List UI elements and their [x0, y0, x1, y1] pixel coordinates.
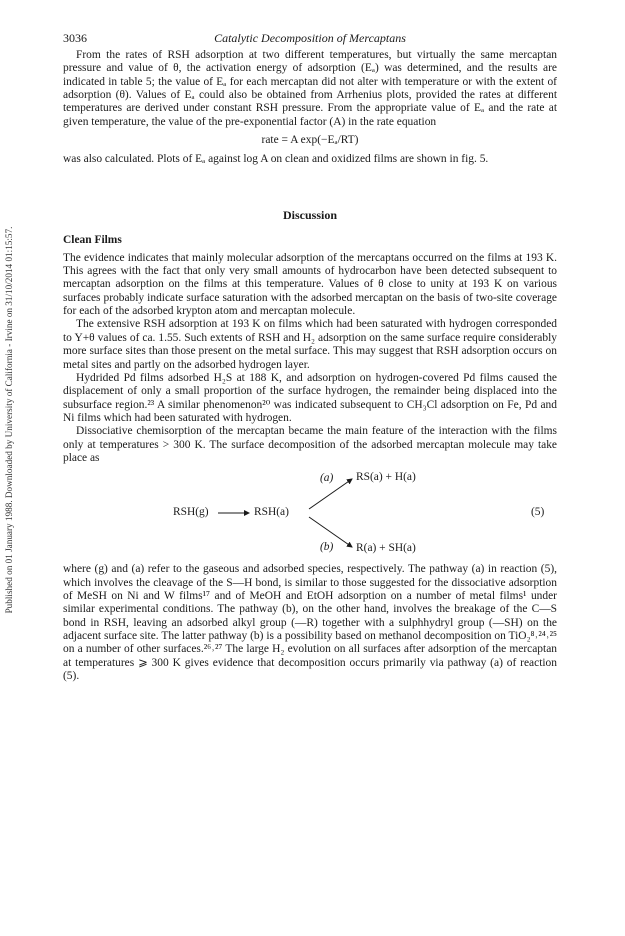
pathway-a-product: RS(a) + H(a) [356, 471, 416, 484]
intro-paragraph-2: was also calculated. Plots of Eₐ against log A on clean and oxidized films are shown in fig. 5. [63, 153, 489, 166]
download-watermark-text: Published on 01 January 1988. Downloaded by University of California - Irvine on 31/10/2014 01:15:57. [4, 226, 14, 614]
page-number: 3036 [63, 31, 87, 45]
equation-number: (5) [531, 506, 545, 519]
section-heading: Discussion [282, 207, 338, 222]
page-content [63, 31, 557, 683]
adsorbed-reactant: RSH(a) [254, 506, 289, 519]
subsection-heading: Clean Films [63, 233, 122, 246]
download-watermark [2, 100, 16, 740]
pathway-b-product: R(a) + SH(a) [356, 542, 416, 555]
running-header [63, 31, 557, 47]
reaction-scheme [63, 469, 557, 557]
discussion-paragraph-4: Dissociative chemisorption of the mercaptan became the main feature of the interaction with the films only at temperatures > 300 K. The surface decomposition of the adsorbed mercaptan molecule may take place as [63, 425, 557, 464]
discussion-paragraph-5: where (g) and (a) refer to the gaseous and adsorbed species, respectively. The pathway (a) in reaction (5), which involves the cleavage of the S—H bond, is similar to those suggested for the dissociative adsorption of MeSH on Ni and W films¹⁷ and of MeOH and EtOH adsorption on a number of metal films¹ under similar experimental conditions. The pathway (b), on the other hand, involves the breakage of the C—S bond in RSH, leaving an adsorbed alkyl group (—R) together with a sulphhydryl group (—SH) on the adjacent surface site. The latter pathway (b) is a possibility based on methanol decomposition on TiO₂⁸˒²⁴˒²⁵ on a number of other surfaces.²⁶˒²⁷ The large H₂ evolution on all surfaces after adsorption of the mercaptan at temperatures ⩾ 300 K gives evidence that decomposition occurs primarily via pathway (a) of reaction (5). [63, 563, 557, 682]
discussion-paragraph-2: The extensive RSH adsorption at 193 K on films which had been saturated with hydrogen corresponded to Y+θ values of ca. 1.55. Such extents of RSH and H₂ adsorption on the same surface require considerably more surface sites than those present on the metal surface. This may suggest that RSH adsorption occurs on metal sites and partly on the adsorbed hydrogen layer. [63, 318, 557, 371]
discussion-paragraph-3: Hydrided Pd films adsorbed H₂S at 188 K, and adsorption on hydrogen-covered Pd films caused the displacement of only a small proportion of the surface hydrogen, the remainder being displaced into the subsurface region.²³ A similar phenomenon²⁰ was indicated subsequent to CH₃Cl adsorption on Fe, Pd and Ni films which had been saturated with hydrogen. [63, 371, 557, 424]
discussion-paragraph-1: The evidence indicates that mainly molecular adsorption of the mercaptans occurred on the films at 193 K. This agrees with the fact that only very small amounts of hydrocarbon have been detected subsequent to mercaptan adsorption on the films at this temperature. Values of θ close to unity at 193 K on various surfaces probably indicate surface saturation with the adsorbed mercaptan on the basis of two-site coverage for each of the adsorbed krypton atom and mercaptan molecule. [63, 251, 557, 318]
running-title: Catalytic Decomposition of Mercaptans [214, 31, 406, 45]
intro-paragraph-1: From the rates of RSH adsorption at two different temperatures, but virtually the same mercaptan pressure and value of θ, the activation energy of adsorption (Eₐ) was determined, and the results are indicated in table 5; the value of Eₐ for each mercaptan did not alter with temperature or with the extent of adsorption (θ). Values of Eₐ could also be obtained from Arrhenius plots, provided the rates at different temperatures are derived under constant RSH pressure. From the appropriate value of Eₐ and the rate at given temperature, the value of the pre-exponential factor (A) in the rate equation [63, 49, 557, 128]
reactant-gas: RSH(g) [173, 506, 209, 519]
pathway-a-label: (a) [320, 472, 334, 485]
pathway-b-label: (b) [320, 541, 334, 554]
rate-equation: rate = A exp(−Eₐ/RT) [261, 134, 359, 147]
reaction-arrows [63, 469, 557, 557]
